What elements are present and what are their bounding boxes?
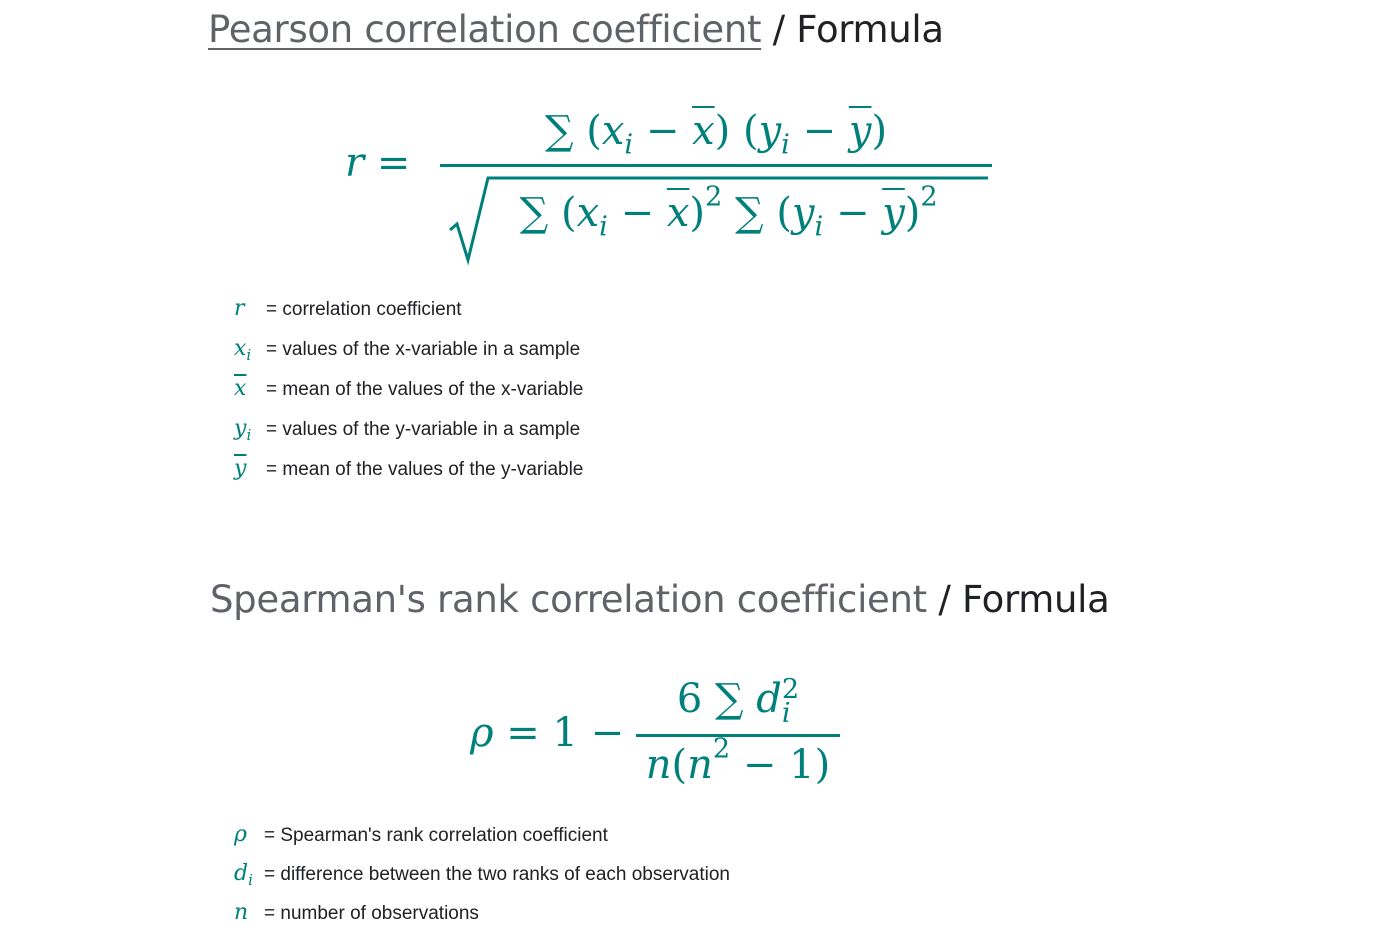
legend-text: = mean of the values of the y-variable (266, 459, 584, 480)
n-symbol: n (687, 742, 713, 788)
heading-separator: / (926, 578, 962, 621)
pearson-heading-link[interactable]: Pearson correlation coefficient (208, 8, 762, 51)
d-symbol: d (756, 676, 782, 722)
exponent-2: 2 (920, 181, 938, 213)
rho-symbol: ρ (470, 710, 494, 756)
formula-numerator (636, 673, 840, 729)
paren: ( (776, 190, 792, 236)
legend-text: = Spearman's rank correlation coefficient (264, 825, 608, 846)
legend-text: = mean of the values of the x-variable (266, 379, 584, 400)
y-symbol: y (791, 190, 815, 236)
sigma-symbol: ∑ (519, 190, 549, 236)
formula-denominator (636, 733, 840, 788)
paren: ) (871, 108, 888, 154)
paren: ) (904, 190, 921, 236)
subscript-i: i (781, 698, 791, 729)
minus-sign: − (789, 108, 849, 154)
paren: ( (671, 742, 688, 788)
legend-symbol: r (234, 296, 245, 321)
paren: ( (742, 108, 759, 154)
r-symbol: r (345, 140, 365, 186)
equals-one-minus: = 1 − (493, 710, 625, 756)
subscript-i: i (599, 211, 608, 243)
x-mean-symbol: $\overline{x}$ (692, 108, 715, 154)
minus-sign: − (823, 190, 883, 236)
minus-sign: − (633, 108, 693, 154)
spearman-heading (210, 578, 1110, 622)
n-symbol: n (645, 742, 672, 788)
legend-text: = values of the y-variable in a sample (266, 419, 581, 440)
heading-suffix: Formula (796, 8, 944, 51)
exponent-2: 2 (781, 673, 800, 705)
legend-symbol: ρ (234, 822, 247, 847)
legend-symbol: $d_i$ (234, 861, 253, 890)
subscript-i: i (781, 129, 790, 161)
sigma-symbol: ∑ (714, 676, 744, 722)
paren: ( (561, 190, 577, 236)
formula-lhs (345, 140, 410, 186)
legend-symbol: n (234, 900, 249, 925)
pearson-heading (208, 8, 944, 52)
subscript-i: i (624, 129, 634, 161)
heading-separator: / (761, 8, 797, 51)
formula-numerator (440, 108, 992, 161)
x-mean-symbol: $\overline{x}$ (666, 190, 690, 236)
exponent-2: 2 (705, 181, 723, 213)
heading-suffix: Formula (961, 578, 1110, 621)
formula-denominator (440, 181, 992, 243)
legend-text: = values of the x-variable in a sample (266, 339, 581, 360)
paren: ) (814, 742, 831, 788)
legend-symbol: $y_i$ (234, 416, 252, 445)
equals-sign: = (364, 140, 411, 186)
legend-text: = correlation coefficient (266, 299, 462, 320)
legend-text: = difference between the two ranks of each observation (264, 864, 730, 885)
minus-one: − 1 (730, 742, 815, 788)
subscript-i: i (814, 211, 824, 243)
sigma-symbol: ∑ (544, 108, 574, 154)
paren: ( (586, 108, 602, 154)
y-mean-symbol: $\overline{y}$ (882, 190, 905, 236)
formula-lhs (470, 710, 624, 756)
legend-symbol: $\overline{y}$ (234, 456, 247, 481)
six: 6 (676, 676, 703, 722)
y-mean-symbol: $\overline{y}$ (848, 108, 872, 154)
legend-text: = number of observations (264, 903, 479, 924)
fraction-bar (636, 734, 840, 737)
paren: ) (714, 108, 731, 154)
x-symbol: x (601, 108, 625, 154)
spearman-heading-link[interactable]: Spearman's rank correlation coefficient (210, 578, 927, 621)
exponent-2: 2 (712, 733, 731, 765)
sigma-symbol: ∑ (735, 190, 764, 236)
y-symbol: y (758, 108, 782, 154)
x-symbol: x (576, 190, 600, 236)
paren: ) (689, 190, 705, 236)
minus-sign: − (607, 190, 667, 236)
legend-symbol: $x_i$ (234, 336, 252, 365)
legend-symbol: $\overline{x}$ (234, 376, 247, 401)
fraction-bar (440, 164, 992, 167)
